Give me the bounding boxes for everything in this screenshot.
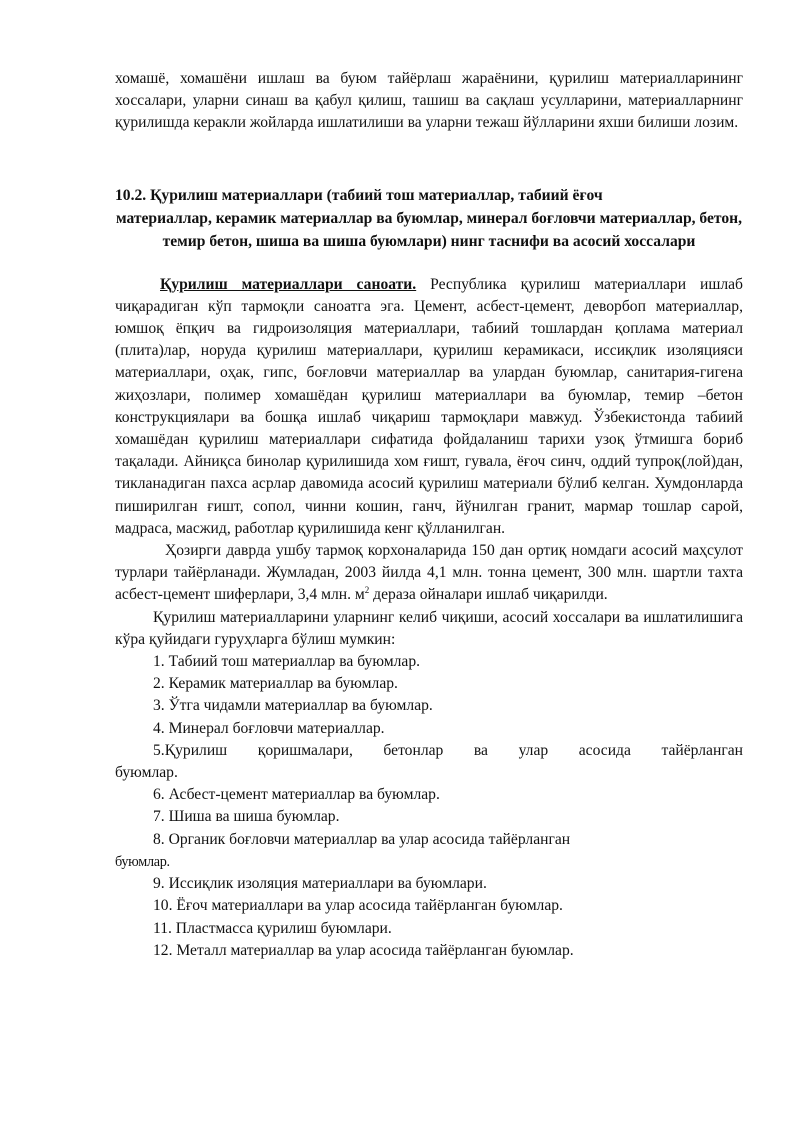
classification-paragraph: Қурилиш материалларини уларнинг келиб чиқиши, асосий хоссалари ва ишлатилишига кўра қуйидаги гуруҳларга бўлиш мумкин: [115,608,743,648]
list-item: 11. Пластмасса қурилиш буюмлари. [153,919,392,937]
list-item: 9. Иссиқлик изоляция материаллари ва буюмлари. [153,875,487,893]
list-item [115,829,743,873]
list-item: 12. Металл материаллар ва улар асосида тайёрланган буюмлар. [153,941,574,959]
document-page [115,68,743,962]
industry-lead: Қурилиш материаллари саноати. [160,275,417,293]
list-item: 1. Табиий тош материаллар ва буюмлар. [153,653,421,671]
list-item [115,740,743,784]
list-item-text: 8. Органик боғловчи материаллар ва улар асосида тайёрланган [153,830,571,848]
production-tail: дераза ойналари ишлаб чиқарилди. [369,586,608,604]
list-item: 7. Шиша ва шиша буюмлар. [153,808,340,826]
section-heading-rest: материаллар, керамик материаллар ва буюмлар, минерал боғловчи материаллар, бетон, темир бетон, шиша ва шиша буюмлари) нинг таснифи ва асосий хоссалари [115,209,743,250]
list-item-text: 5.Қурилиш қоришмалари, бетонлар ва улар асосида тайёрланган [153,741,743,759]
intro-paragraph: хомашё, хомашёни ишлаш ва буюм тайёрлаш жараёнини, қурилиш материалларининг хоссалари, уларни синаш ва қабул қилиш, ташиш ва сақлаш усулларини, материалларнинг қурилишда керакли жойларда ишлатилиши ва уларни тежаш йўлларини яхши билиши лозим. [115,70,743,132]
square-superscript: 2 [364,585,370,596]
list-item: 2. Керамик материаллар ва буюмлар. [153,675,398,693]
list-item-continuation: буюмлар. [115,853,170,870]
list-item-continuation: буюмлар. [115,764,178,782]
list-item: 10. Ёғоч материаллари ва улар асосида тайёрланган буюмлар. [153,897,563,915]
production-paragraph [115,540,743,607]
materials-list [115,651,743,962]
list-item: 6. Асбест-цемент материаллар ва буюмлар. [153,786,440,804]
list-item: 4. Минерал боғловчи материаллар. [153,719,385,737]
section-heading-line1: 10.2. Қурилиш материаллари (табиий тош материаллар, табиий ёғоч [115,186,603,204]
section-heading [115,184,743,253]
industry-text: Республика қурилиш материаллари ишлаб чиқарадиган кўп тармоқли саноатга эга. Цемент, асбест-цемент, деворбоп материаллар, юмшоқ ёпқич ва гидроизоляция материаллари, табиий тошлардан қоплама материал (плита)лар, норуда қурилиш материаллари, қурилиш керамикаси, иссиқлик изоляцияси материаллари, оҳак, гипс, боғловчи материаллар ва улардан буюмлар, санитария-гигена жиҳозлари, полимер хомашёдан қурилиш материаллари ва буюмлар, темир –бетон конструкциялари ва бошқа ишлаб чиқариш тармоқлари мавжуд. Ўзбекистонда табиий хомашёдан қурилиш материаллари сифатида фойдаланиш тарихи узоқ ўтмишга бориб тақалади. Айниқса бинолар қурилишида хом ғишт, гувала, ёғоч синч, оддий тупроқ(лой)дан, тикланадиган пахса асрлар давомида асосий қурилиш материали бўлиб келган. Хумдонларда пиширилган ғишт, сопол, чинни кошин, ганч, йўнилган гранит, мармар тошлар сарой, мадраса, масжид, работлар қурилишида кенг қўлланилган. [115,275,743,537]
production-text: Ҳозирги даврда ушбу тармоқ корхоналарида 150 дан ортиқ номдаги асосий маҳсулот турлари тайёрланади. Жумладан, 2003 йилда 4,1 млн. тонна цемент, 300 млн. шартли тахта асбест-цемент шиферлари, 3,4 млн. м [115,542,743,604]
list-item: 3. Ўтга чидамли материаллар ва буюмлар. [153,697,433,715]
industry-paragraph [115,274,743,540]
